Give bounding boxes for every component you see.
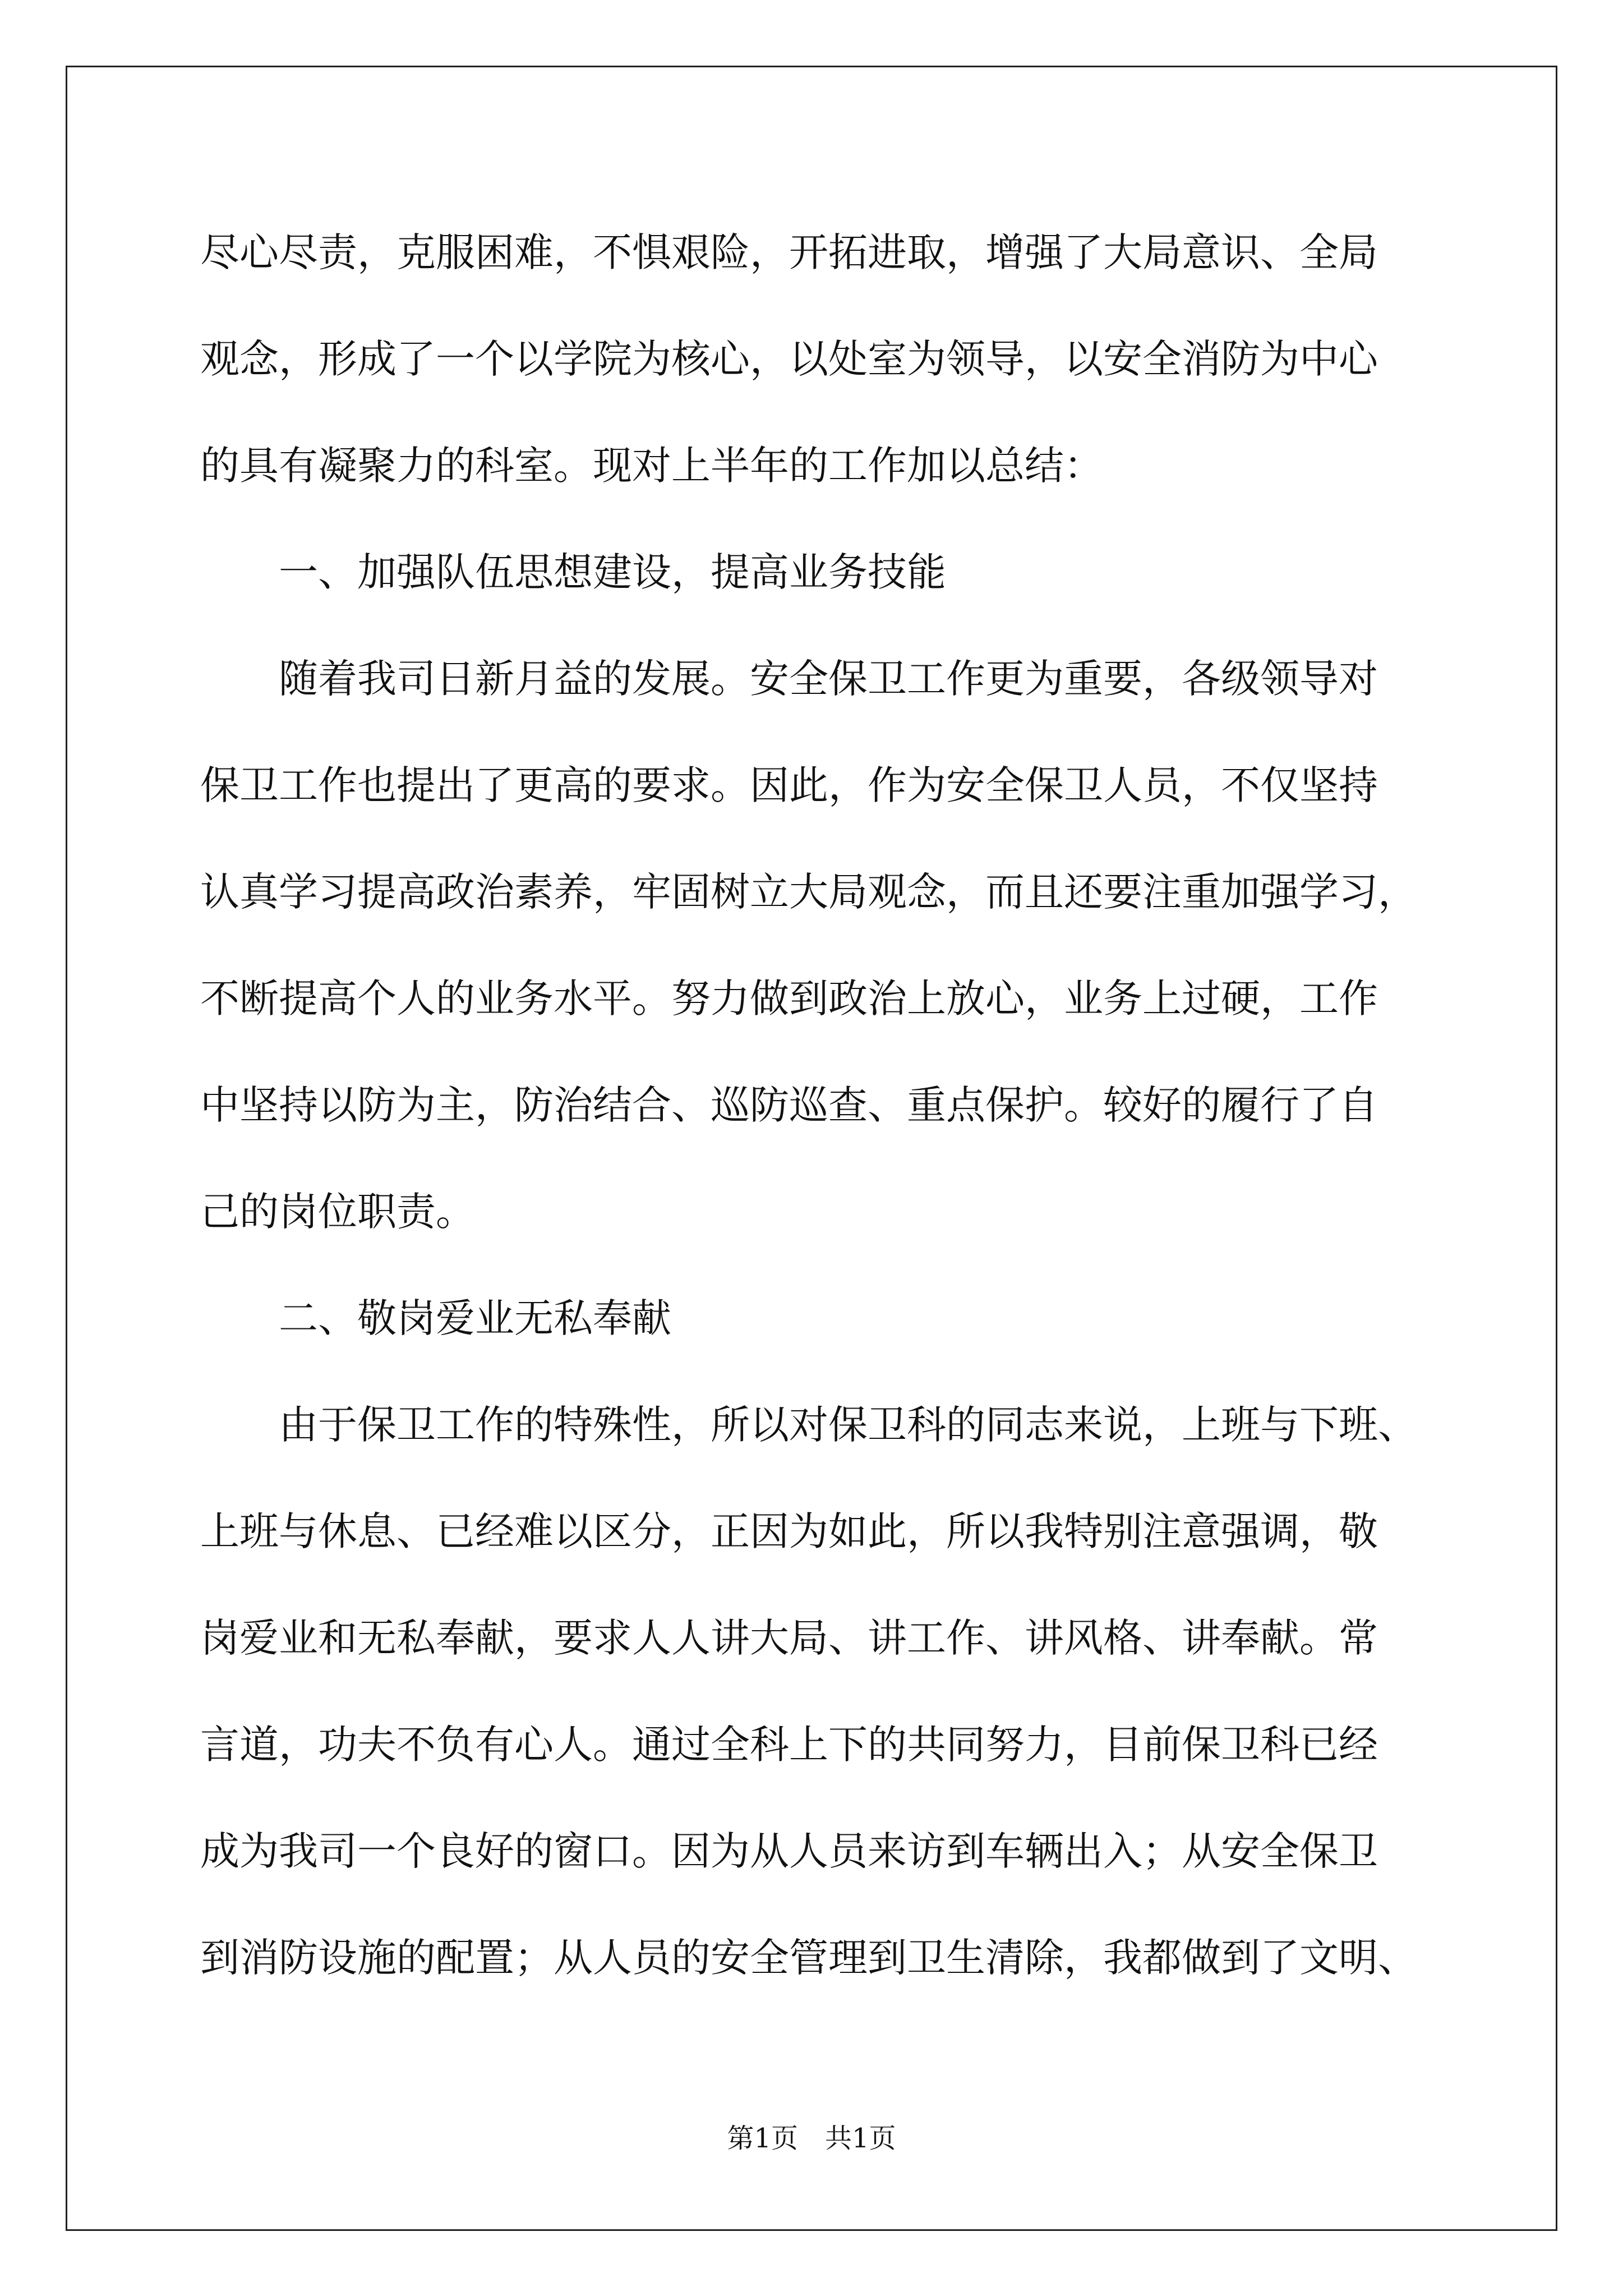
section-heading: 二、敬岗爱业无私奉献 — [279, 1295, 671, 1341]
text-line: 随着我司日新月益的发展。安全保卫工作更为重要，各级领导对 — [279, 656, 1378, 702]
text-line: 认真学习提高政治素养，牢固树立大局观念，而且还要注重加强学习， — [200, 869, 1417, 915]
page-border — [66, 66, 1557, 2231]
text-line: 观念，形成了一个以学院为核心，以处室为领导，以安全消防为中心 — [200, 336, 1378, 382]
text-line: 不断提高个人的业务水平。努力做到政治上放心，业务上过硬，工作 — [200, 976, 1378, 1022]
text-line: 成为我司一个良好的窗口。因为从人员来访到车辆出入；从安全保卫 — [200, 1828, 1378, 1874]
text-line: 言道，功夫不负有心人。通过全科上下的共同努力，目前保卫科已经 — [200, 1722, 1378, 1768]
text-line: 岗爱业和无私奉献，要求人人讲大局、讲工作、讲风格、讲奉献。常 — [200, 1615, 1378, 1661]
text-line: 己的岗位职责。 — [200, 1189, 475, 1235]
text-line: 中坚持以防为主，防治结合、巡防巡查、重点保护。较好的履行了自 — [200, 1082, 1378, 1128]
section-heading: 一、加强队伍思想建设，提高业务技能 — [279, 549, 946, 595]
text-line: 保卫工作也提出了更高的要求。因此，作为安全保卫人员，不仅坚持 — [200, 762, 1378, 808]
text-line: 上班与休息、已经难以区分，正因为如此，所以我特别注意强调，敬 — [200, 1508, 1378, 1554]
page-footer: 第1页 共1页 — [727, 2123, 896, 2154]
text-line: 的具有凝聚力的科室。现对上半年的工作加以总结： — [200, 443, 1103, 489]
text-line: 尽心尽责，克服困难，不惧艰险，开拓进取，增强了大局意识、全局 — [200, 229, 1378, 275]
text-line: 由于保卫工作的特殊性，所以对保卫科的同志来说，上班与下班、 — [279, 1402, 1417, 1448]
text-line: 到消防设施的配置；从人员的安全管理到卫生清除，我都做到了文明、 — [200, 1935, 1417, 1981]
